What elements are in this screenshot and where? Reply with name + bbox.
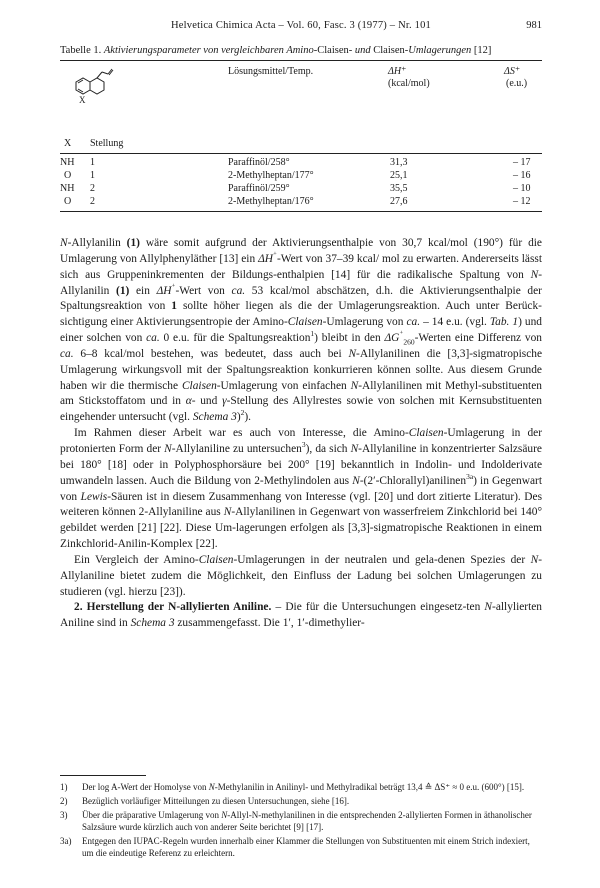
footnote: 3a) Entgegen den IUPAC-Regeln wurden innerhalb einer Klammer die Stellungen von Substituenten mit einem Strich indexiert, um die eindeutige Referenz zu erleichtern. — [60, 835, 530, 858]
svg-text:X: X — [79, 95, 86, 105]
footnote: 2) Bezüglich vorläufiger Mitteilungen zu diesen Untersuchungen, siehe [16]. — [60, 795, 350, 806]
journal-title: Helvetica Chimica Acta – Vol. 60, Fasc. 3 (1977) – Nr. 101 — [171, 20, 431, 31]
section-heading: 2. Herstellung der N-allylierten Aniline. — [74, 601, 272, 614]
footnote-mark: 3) — [60, 809, 68, 820]
footnote-ref[interactable]: 3a — [466, 471, 474, 481]
footnote-mark: 1) — [60, 782, 68, 792]
table-row — [60, 196, 542, 208]
cell-dh: 27,6 — [390, 196, 408, 207]
cell-x: NH — [60, 157, 75, 168]
caption-text: Claisen- — [317, 45, 353, 56]
caption-text: und — [352, 45, 374, 56]
cell-solvent: Paraffinöl/258° — [228, 157, 290, 168]
header-stellung: Stellung — [90, 138, 124, 149]
cell-ds: – 10 — [513, 183, 531, 194]
structure-formula-icon — [66, 66, 122, 108]
page-number: 981 — [526, 20, 542, 31]
caption-text: Aktivierungsparameter von vergleichbaren Amino- — [103, 45, 318, 56]
footnote-ref[interactable]: 1 — [310, 329, 315, 339]
table-header-rule — [60, 153, 542, 154]
cell-dh: 25,1 — [390, 170, 408, 181]
footnotes — [60, 782, 542, 862]
cell-ds: – 17 — [513, 157, 531, 168]
cell-x: O — [64, 170, 72, 181]
header-ds: ΔS⁺ — [504, 66, 521, 77]
cell-stellung: 1 — [90, 170, 95, 181]
paragraph-2: Im Rahmen dieser Arbeit war es auch von Interesse, die Amino-Claisen-Umlagerung in der protonierten Form der N-Allylaniline zu untersuchen$^3$), da sich N-Allylaniline in konzentrierter Salzsäure bei 180° [18] oder in Polyphosphorsäure bei 200° [19] bekanntlich in Indolin- und Indolderivate umwandeln lassen. Auch die Bildung von 2-Methylindolen aus N-(2′-Chlorallyl)anilinen$^{3a}$) in Gegenwart von Lewis-Säuren ist in diesem Zusammenhang von Interesse (vgl. [20] und dort zitierte Literatur). Des weiteren können 2-Allylaniline aus N-Allylanilinen in Gegenwart von wasserfreiem Zinkchlorid bei 140° gebildet werden [21] [22]. Diese Um-lagerungen erfolgen als [3,3]-sigmatropische Reaktionen in einem Zinkchlorid-Anilin-Komplex [22]. — [60, 427, 542, 551]
cell-stellung: 2 — [90, 196, 95, 207]
paragraph-3: Ein Vergleich der Amino-Claisen-Umlagerungen in der neutralen und gela-denen Spezies der N-Allylaniline bietet zudem die Möglichkeit, den Einfluss der Ladung bei solchen Umlagerungen zu studieren (vgl. hierzu [23]). — [60, 553, 542, 598]
table-bottom-rule — [60, 211, 542, 212]
cell-x: O — [64, 196, 72, 207]
footnote-ref[interactable]: 2 — [240, 408, 245, 418]
cell-solvent: 2-Methylheptan/177° — [228, 170, 314, 181]
footnote: 1) Der log A-Wert der Homolyse von N-Methylanilin in Anilinyl- und Methylradikal beträgt 13,4 ≙ ΔS⁺ ≈ 0 e.u. (600°) [15]. — [60, 782, 525, 792]
footnote-rule — [60, 775, 146, 776]
cell-dh: 31,3 — [390, 157, 408, 168]
header-dh-unit: (kcal/mol) — [388, 78, 430, 89]
header-dh: ΔH⁺ — [388, 66, 407, 77]
table-row — [60, 170, 542, 182]
cell-solvent: Paraffinöl/259° — [228, 183, 290, 194]
table-row — [60, 183, 542, 195]
header-ds-unit: (e.u.) — [506, 78, 528, 89]
cell-stellung: 2 — [90, 183, 95, 194]
cell-ds: – 16 — [513, 170, 531, 181]
caption-label: Tabelle 1. — [60, 45, 102, 56]
cell-ds: – 12 — [513, 196, 531, 207]
footnote: 3) Über die präparative Umlagerung von N-Allyl-N-methylanilinen in die entsprechenden 2-allylierten Formen in äthanolischer Salzsäure wurde kürzlich auch von anderer Seite berichtet [9] [17]. — [60, 809, 532, 832]
table-caption — [60, 44, 542, 57]
cell-stellung: 1 — [90, 157, 95, 168]
paragraph-1: N-Allylanilin (1) wäre somit aufgrund der Aktivierungsenthalpie von 30,7 kcal/mol (190°) für die Umlagerung von Allylphenyläther [13] ein ΔH⁺-Wert von 37–39 kcal/ mol zu erwarten. Andererseits lässt sich aus Gruppeninkrementen der Bildungs-enthalpien [14] für die radikalische Spaltung von N-Allylanilin (1) ein ΔH⁺-Wert von ca. 53 kcal/mol abschätzen, d.h. die Aktivierungsenthalpie der Spaltungsreaktion von 1 sollte höher liegen als die der Umlagerungsreaktion. Auch unter Berück-sichtigung einer Aktivierungsentropie der Amino-Claisen-Umlagerung von ca. – 14 e.u. (vgl. Tab. 1) und einer solchen von ca. 0 e.u. für die Spaltungsreaktion$^1$) bleibt in den $\Delta G^{^+}_{260}$-Werten eine Differenz von ca. 6–8 kcal/mol bestehen, was bedeutet, dass auch bei N-Allylanilinen die [3,3]-sigmatropische Umlagerung wirkungsvoll mit der Spaltungsreaktion konkurrieren können sollte. Aus diesem Grunde haben wir die thermische Claisen-Umlagerung von einfachen N-Allylanilinen mit Methyl-substituenten am Stickstoffatom und in α- und γ-Stellung des Allylrestes sowie von solchen mit Kernsubstituenten eingehender untersucht (vgl. Schema 3)$^2$). — [60, 237, 542, 424]
caption-text: Claisen- — [373, 45, 409, 56]
cell-x: NH — [60, 183, 75, 194]
body-text — [60, 236, 542, 632]
header-solvent: Lösungsmittel/Temp. — [228, 66, 314, 77]
caption-text: Umlagerungen — [408, 45, 472, 56]
table-row — [60, 157, 542, 169]
footnote-ref[interactable]: 3 — [301, 440, 306, 450]
cell-dh: 35,5 — [390, 183, 408, 194]
header-x: X — [64, 138, 72, 149]
running-header — [60, 20, 542, 34]
cell-solvent: 2-Methylheptan/176° — [228, 196, 314, 207]
table-top-rule — [60, 60, 542, 61]
paragraph-4: 2. Herstellung der N-allylierten Aniline. – Die für die Untersuchungen eingesetz-ten N-allylierten Aniline sind in Schema 3 zusammengefasst. Die 1′, 1′-dimethylier- — [60, 601, 542, 630]
footnote-mark: 3a) — [60, 835, 72, 846]
caption-ref: [12] — [471, 45, 492, 56]
footnote-mark: 2) — [60, 795, 68, 806]
